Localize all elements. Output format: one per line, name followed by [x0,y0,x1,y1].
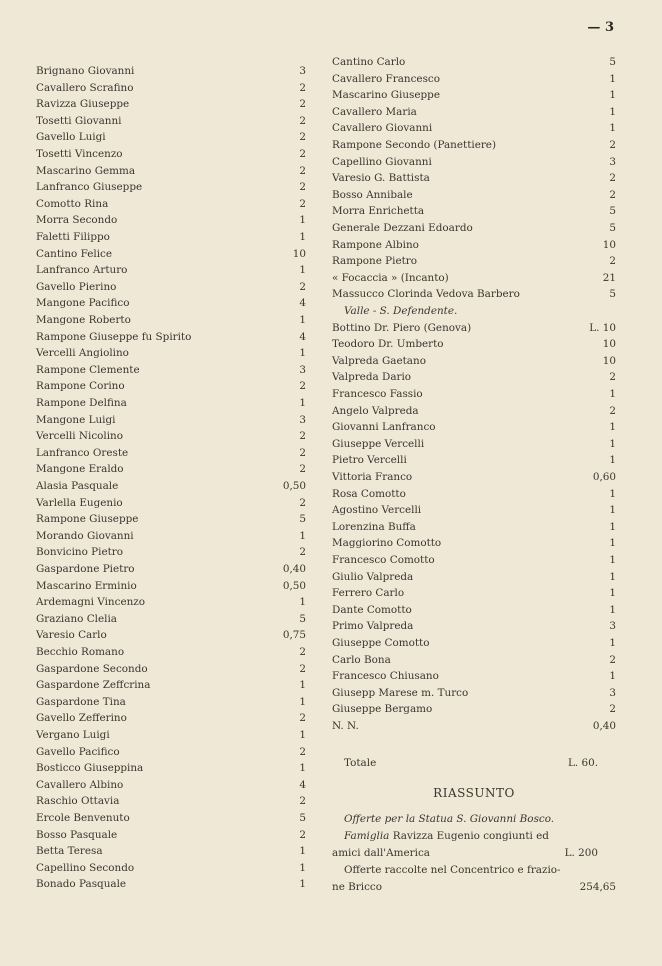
riassunto-line-5-text: ne Bricco [332,881,382,893]
donor-name: Maggiorino Comotto [332,537,442,550]
donor-name: Gaspardone Zeffcrina [36,679,151,692]
donation-amount: 1 [609,587,616,600]
donor-name: Comotto Rina [36,197,109,210]
donation-amount: 1 [299,695,306,708]
donor-name: Bottino Dr. Piero (Genova) [332,321,472,334]
donation-amount: 1 [299,596,306,609]
donation-amount: 1 [299,347,306,360]
donation-amount: 2 [299,430,306,443]
donation-amount: 4 [299,778,306,791]
donation-amount: 2 [299,114,306,127]
donation-amount: 1 [609,89,616,102]
donation-amount: 2 [299,496,306,509]
donor-name: Mascarino Giuseppe [332,89,440,102]
page-number: — 3 [587,20,614,35]
donor-name: Tosetti Giovanni [36,114,122,127]
donor-name: Pietro Vercelli [332,454,407,467]
donor-name: Cavallero Giovanni [332,122,433,135]
donation-amount: 5 [299,612,306,625]
donor-name: Tosetti Vincenzo [36,148,123,160]
donation-amount: 2 [299,712,306,725]
donation-amount: 1 [609,454,616,467]
donor-name: Vergano Luigi [36,729,110,741]
donation-amount: 3 [299,363,306,376]
donor-name: Capellino Secondo [36,861,135,874]
donor-name: Giuseppe Bergamo [332,703,433,716]
donor-name: Rosa Comotto [332,487,406,500]
donation-amount: 3 [299,413,306,426]
donation-amount: 1 [609,421,616,434]
riassunto-line-4: Offerte raccolte nel Concentrico e frazio- [344,864,561,876]
riassunto-line-3-amount: L. 200 [564,847,598,859]
donation-amount: 1 [299,845,306,858]
donation-amount: 1 [609,637,616,649]
donation-amount: 4 [299,330,306,343]
donor-name: Rampone Corino [36,380,125,393]
donor-name: Rampone Delfina [36,397,127,409]
donation-amount: 0,40 [592,720,616,732]
donor-name: Giovanni Lanfranco [332,421,436,434]
donor-name: Rampone Giuseppe fu Spirito [36,330,192,343]
donation-amount: 1 [609,603,616,616]
donation-amount: 2 [299,646,306,658]
donor-name: Giulio Valpreda [332,570,414,583]
donation-amount: 2 [609,703,616,716]
donor-name: Dante Comotto [332,603,412,616]
donor-name: Francesco Chiusano [332,670,439,683]
donation-amount: 5 [609,222,616,234]
donation-amount: 1 [299,214,306,227]
donor-name: Francesco Fassio [332,388,423,400]
donor-name: Mangone Luigi [36,413,116,426]
donation-amount: 5 [299,812,306,824]
donor-name: Graziano Clelia [36,612,117,625]
riassunto-line-3-text: amici dall'America [332,847,430,859]
donation-amount: 2 [609,172,616,185]
donor-name: Brignano Giovanni [36,65,135,77]
donation-amount: 1 [609,570,616,583]
donor-name: Gavello Pacifico [36,745,120,758]
donation-amount: 2 [299,795,306,808]
donor-name: Mascarino Erminio [36,579,137,592]
donation-amount: 2 [299,164,306,177]
donation-amount: 5 [609,205,616,218]
total-row [332,756,616,770]
donation-amount: 21 [602,271,616,284]
donor-name: Cantino Carlo [332,56,406,68]
donation-amount: 10 [602,338,616,351]
donation-amount: 1 [609,105,616,118]
donor-name: Valpreda Dario [332,371,412,384]
donation-amount: 3 [609,620,616,633]
donor-name: Morra Enrichetta [332,205,425,218]
donation-amount: 3 [609,155,616,168]
donation-amount: 2 [299,81,306,94]
donor-name: Rampone Secondo (Panettiere) [332,139,497,151]
donor-name: Rampone Pietro [332,255,418,268]
donation-amount: 1 [609,520,616,533]
donation-amount: 10 [602,354,616,367]
donation-amount: 2 [609,371,616,384]
donation-amount: 0,50 [282,480,306,492]
donation-amount: 1 [299,679,306,692]
donor-name: Morra Secondo [36,214,118,227]
donor-name: Valle - S. Defendente. [344,305,458,317]
donor-name: Massucco Clorinda Vedova Barbero [332,288,520,301]
donation-amount: 2 [609,188,616,201]
donation-amount: 5 [299,513,306,526]
donation-amount: 2 [299,181,306,194]
total-amount: L. 60. [567,757,598,769]
donation-amount: 2 [299,197,306,210]
donation-amount: 5 [609,56,616,68]
donation-amount: 1 [609,670,616,683]
donation-amount: 10 [602,238,616,251]
donation-amount: 1 [299,878,306,891]
donor-name: Gavello Zefferino [36,712,127,725]
donation-amount: 4 [299,297,306,310]
donor-name: Becchio Romano [36,646,125,658]
riassunto-line-3 [332,846,616,860]
donation-amount: 2 [299,463,306,476]
donation-amount: 1 [609,388,616,400]
donor-name: Ravizza Giuseppe [36,98,130,111]
donor-name: Varesio Carlo [36,629,107,642]
donation-amount: 1 [299,529,306,542]
donor-name: Cavallero Scrafino [36,81,134,94]
donation-amount: 2 [609,404,616,417]
donor-name: Vercelli Nicolino [36,430,123,443]
donor-name: Bonvicino Pietro [36,546,124,559]
donor-name: Lorenzina Buffa [332,520,416,533]
riassunto-famiglia: Famiglia [344,830,390,842]
donation-amount: 1 [609,122,616,135]
donation-amount: 2 [299,98,306,111]
donation-amount: 2 [299,131,306,144]
donation-amount: 2 [299,280,306,293]
donor-name: Ardemagni Vincenzo [36,596,146,609]
riassunto-title: RIASSUNTO [433,786,515,800]
donor-name: Cavallero Albino [36,778,124,791]
donor-name: Cavallero Francesco [332,72,440,85]
donor-name: Primo Valpreda [332,620,414,633]
donation-amount: 3 [299,65,306,77]
donation-amount: 3 [609,686,616,699]
riassunto-line-2-rest: Ravizza Eugenio congiunti ed [392,830,549,842]
donor-name: Faletti Filippo [36,231,110,243]
donation-amount: 2 [609,255,616,268]
donor-name: Lanfranco Oreste [36,446,129,459]
donation-amount: 0,50 [282,579,306,592]
donor-name: Bonado Pasquale [36,878,127,891]
donation-amount: 10 [292,247,306,260]
donation-amount: 1 [299,762,306,775]
donor-name: Raschio Ottavia [36,795,120,808]
donation-amount: 2 [299,380,306,393]
donor-name: Gaspardone Pietro [36,563,135,575]
donation-amount: 1 [609,504,616,517]
donor-name: Vercelli Angiolino [36,347,129,360]
donor-name: Gaspardone Tina [36,695,126,708]
donor-name: Angelo Valpreda [332,404,419,417]
donation-amount: 5 [609,288,616,301]
riassunto-line-5-amount: 254,65 [579,881,616,893]
donor-name: Bosso Annibale [332,188,413,201]
donor-name: « Focaccia » (Incanto) [332,271,449,284]
donation-amount: 2 [299,662,306,675]
donation-amount: 1 [609,437,616,450]
donor-name: Mascarino Gemma [36,164,136,177]
donor-name: Lanfranco Giuseppe [36,181,143,194]
donor-name: N. N. [332,720,359,732]
donor-name: Agostino Vercelli [332,504,422,517]
donor-name: Bosso Pasquale [36,828,118,841]
donation-amount: 2 [299,745,306,758]
donor-name: Cantino Felice [36,247,112,260]
donor-name: Valpreda Gaetano [332,354,426,367]
donor-name: Varlella Eugenio [36,496,123,509]
donor-name: Carlo Bona [332,653,391,666]
donor-name: Generale Dezzani Edoardo [332,222,473,234]
donation-amount: 2 [299,148,306,160]
donor-name: Vittoria Franco [332,471,413,483]
donor-name: Mangone Eraldo [36,463,124,476]
donor-name: Mangone Pacifico [36,297,130,310]
donor-name: Morando Giovanni [36,529,134,542]
donation-amount: 0,75 [282,629,306,642]
donation-amount: 1 [299,231,306,243]
donation-amount: 1 [299,397,306,409]
donor-name: Francesco Comotto [332,554,435,566]
donation-amount: 1 [609,537,616,550]
donor-name: Cavallero Maria [332,105,417,118]
donor-name: Betta Teresa [36,845,103,858]
donor-name: Rampone Clemente [36,363,140,376]
donor-name: Bosticco Giuseppina [36,762,144,775]
donor-name: Gaspardone Secondo [36,662,148,675]
donation-amount: 1 [609,554,616,566]
donation-amount: 1 [299,314,306,326]
donor-name: Ferrero Carlo [332,587,405,600]
donation-amount: L. 10 [589,321,616,334]
donor-name: Lanfranco Arturo [36,264,128,277]
donor-name: Alasia Pasquale [36,480,119,492]
riassunto-line-1: Offerte per la Statua S. Giovanni Bosco. [344,813,555,825]
donation-amount: 1 [299,861,306,874]
donation-amount: 1 [609,487,616,500]
donation-amount: 1 [299,729,306,741]
donor-name: Ercole Benvenuto [36,812,130,824]
donation-amount: 0,60 [592,471,616,483]
donation-amount: 2 [299,446,306,459]
donation-amount: 1 [609,72,616,85]
donation-amount: 0,40 [282,563,306,575]
donor-name: Varesio G. Battista [332,172,430,185]
donor-name: Rampone Giuseppe [36,513,139,526]
donor-name: Giuseppe Vercelli [332,437,425,450]
donor-name: Teodoro Dr. Umberto [332,338,444,351]
donor-name: Giuseppe Comotto [332,637,430,649]
riassunto-line-5 [332,880,616,894]
riassunto-line-2 [344,829,628,843]
donation-amount: 2 [299,828,306,841]
donor-name: Mangone Roberto [36,314,131,326]
donation-amount: 2 [609,139,616,151]
total-label: Totale [344,757,377,769]
donor-name: Gavello Luigi [36,131,106,144]
donation-amount: 1 [299,264,306,277]
donor-name: Gavello Pierino [36,280,117,293]
donation-amount: 2 [609,653,616,666]
donation-amount: 2 [299,546,306,559]
donor-name: Rampone Albino [332,238,419,251]
donor-name: Giusepp Marese m. Turco [332,686,469,699]
donor-name: Capellino Giovanni [332,155,432,168]
